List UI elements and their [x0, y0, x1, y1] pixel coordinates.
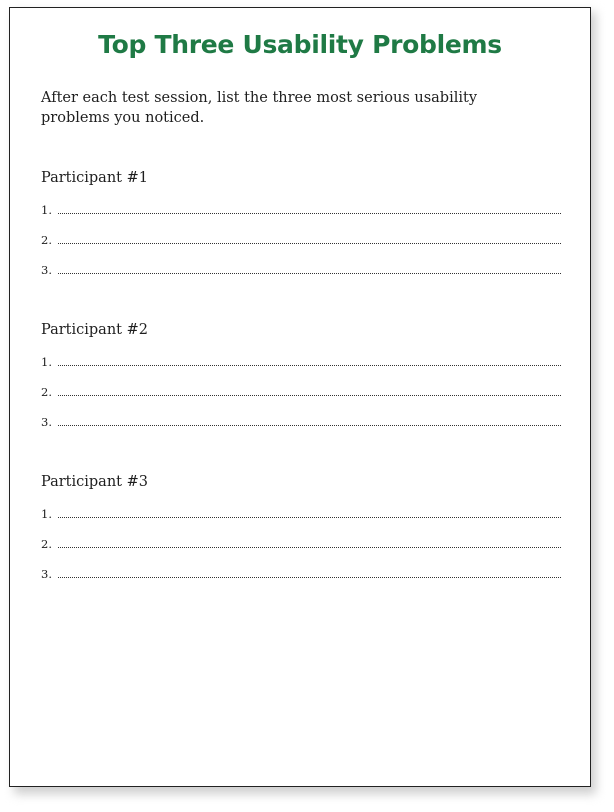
participant-label: Participant #3 [41, 474, 148, 490]
item-number: 1. [41, 203, 52, 217]
answer-line-3[interactable] [41, 414, 561, 430]
dotted-line [58, 365, 561, 366]
answer-line-2[interactable] [41, 384, 561, 400]
participant-section-3 [41, 473, 561, 581]
dotted-line [58, 425, 561, 426]
page-title: Top Three Usability Problems [98, 30, 502, 59]
answer-line-1[interactable] [41, 202, 561, 218]
item-number: 2. [41, 385, 52, 399]
answer-line-1[interactable] [41, 354, 561, 370]
answer-line-2[interactable] [41, 232, 561, 248]
dotted-line [58, 395, 561, 396]
participant-section-1 [41, 169, 561, 277]
participant-section-2 [41, 321, 561, 429]
item-number: 3. [41, 567, 52, 581]
item-number: 1. [41, 507, 52, 521]
item-number: 1. [41, 355, 52, 369]
dotted-line [58, 273, 561, 274]
participant-label: Participant #1 [41, 170, 148, 186]
dotted-line [58, 213, 561, 214]
item-number: 3. [41, 415, 52, 429]
item-number: 3. [41, 263, 52, 277]
instructions-text: After each test session, list the three most serious usability problems you noticed. [41, 90, 478, 126]
answer-line-3[interactable] [41, 566, 561, 582]
participant-label: Participant #2 [41, 322, 148, 338]
answer-line-3[interactable] [41, 262, 561, 278]
worksheet-page [9, 7, 591, 787]
answer-line-1[interactable] [41, 506, 561, 522]
item-number: 2. [41, 233, 52, 247]
dotted-line [58, 547, 561, 548]
item-number: 2. [41, 537, 52, 551]
dotted-line [58, 517, 561, 518]
dotted-line [58, 243, 561, 244]
answer-line-2[interactable] [41, 536, 561, 552]
dotted-line [58, 577, 561, 578]
